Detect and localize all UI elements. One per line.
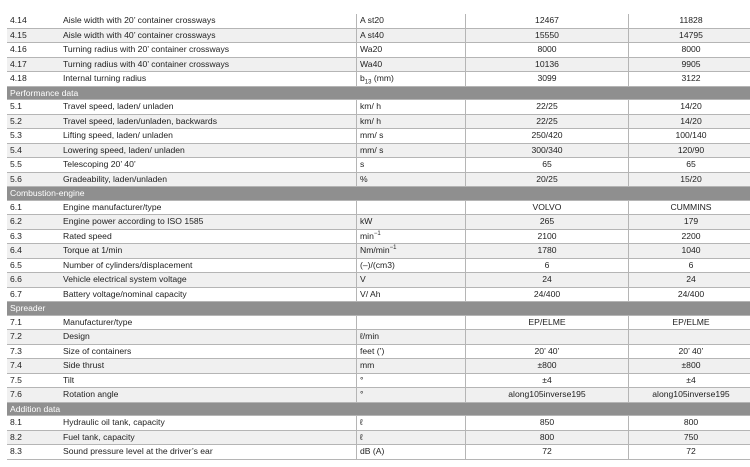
table-row xyxy=(7,258,750,273)
row-unit xyxy=(357,72,466,87)
row-number: 8.2 xyxy=(7,430,60,445)
row-number: 7.1 xyxy=(7,315,60,330)
row-number: 5.5 xyxy=(7,158,60,173)
row-value-model-2: 14/20 xyxy=(629,100,750,115)
row-value-model-2: 24/400 xyxy=(629,287,750,302)
row-number: 5.1 xyxy=(7,100,60,115)
row-value-model-1: 1780 xyxy=(466,244,629,259)
row-number: 6.2 xyxy=(7,215,60,230)
row-description: Rated speed xyxy=(60,229,357,244)
table-row xyxy=(7,43,750,58)
row-value-model-1: 300/340 xyxy=(466,143,629,158)
row-number: 6.6 xyxy=(7,273,60,288)
unit-main: b xyxy=(360,73,365,84)
table-row xyxy=(7,143,750,158)
row-unit xyxy=(357,315,466,330)
row-value-model-2: ±800 xyxy=(629,359,750,374)
table-row xyxy=(7,200,750,215)
row-description: Turning radius with 40’ container crossways xyxy=(60,57,357,72)
unit-main: Nm/min xyxy=(360,245,390,256)
unit-superscript: −1 xyxy=(389,245,397,252)
row-description: Gradeability, laden/unladen xyxy=(60,172,357,187)
row-unit: V/ Ah xyxy=(357,287,466,302)
row-description: Manufacturer/type xyxy=(60,315,357,330)
table-row xyxy=(7,388,750,403)
row-value-model-2: 14795 xyxy=(629,28,750,43)
table-row xyxy=(7,215,750,230)
row-description: Design xyxy=(60,330,357,345)
table-row xyxy=(7,72,750,87)
row-value-model-2: 120/90 xyxy=(629,143,750,158)
row-number: 6.1 xyxy=(7,200,60,215)
row-value-model-2: 65 xyxy=(629,158,750,173)
row-number: 4.14 xyxy=(7,14,60,28)
row-value-model-1: 250/420 xyxy=(466,129,629,144)
row-unit xyxy=(357,200,466,215)
row-number: 6.5 xyxy=(7,258,60,273)
row-value-model-2: ±4 xyxy=(629,373,750,388)
row-value-model-2: 800 xyxy=(629,416,750,431)
row-unit: % xyxy=(357,172,466,187)
table-row xyxy=(7,359,750,374)
row-value-model-2 xyxy=(629,330,750,345)
row-number: 7.2 xyxy=(7,330,60,345)
row-unit: km/ h xyxy=(357,100,466,115)
table-row xyxy=(7,114,750,129)
row-description: Travel speed, laden/ unladen xyxy=(60,100,357,115)
row-description: Telescoping 20’ 40’ xyxy=(60,158,357,173)
row-number: 5.4 xyxy=(7,143,60,158)
row-value-model-1 xyxy=(466,330,629,345)
row-value-model-2: along105inverse195 xyxy=(629,388,750,403)
table-row xyxy=(7,100,750,115)
row-value-model-1: 2100 xyxy=(466,229,629,244)
section-title: Addition data xyxy=(7,402,750,416)
row-value-model-1: VOLVO xyxy=(466,200,629,215)
row-unit: ° xyxy=(357,373,466,388)
row-value-model-1: 22/25 xyxy=(466,100,629,115)
row-number: 7.6 xyxy=(7,388,60,403)
row-value-model-1: ±4 xyxy=(466,373,629,388)
row-unit: km/ h xyxy=(357,114,466,129)
section-title: Spreader xyxy=(7,302,750,316)
row-value-model-1: 20’ 40’ xyxy=(466,344,629,359)
row-number: 6.7 xyxy=(7,287,60,302)
row-value-model-2: 9905 xyxy=(629,57,750,72)
row-value-model-2: 6 xyxy=(629,258,750,273)
row-number: 5.6 xyxy=(7,172,60,187)
section-header xyxy=(7,302,750,316)
row-value-model-2: 24 xyxy=(629,273,750,288)
row-value-model-1: 6 xyxy=(466,258,629,273)
table-row xyxy=(7,315,750,330)
row-unit: dB (A) xyxy=(357,445,466,460)
row-unit: mm xyxy=(357,359,466,374)
row-description: Size of containers xyxy=(60,344,357,359)
row-value-model-2: CUMMINS xyxy=(629,200,750,215)
row-value-model-1: 8000 xyxy=(466,43,629,58)
row-value-model-1: 15550 xyxy=(466,28,629,43)
table-row xyxy=(7,244,750,259)
row-value-model-1: 20/25 xyxy=(466,172,629,187)
section-header xyxy=(7,86,750,100)
row-value-model-1: 10136 xyxy=(466,57,629,72)
row-value-model-1: 265 xyxy=(466,215,629,230)
row-value-model-2: 179 xyxy=(629,215,750,230)
unit-suffix: (mm) xyxy=(371,73,394,84)
row-number: 6.3 xyxy=(7,229,60,244)
row-value-model-2: 15/20 xyxy=(629,172,750,187)
row-value-model-1: 65 xyxy=(466,158,629,173)
table-row xyxy=(7,158,750,173)
spec-table xyxy=(7,14,750,460)
spec-table-body xyxy=(7,14,750,459)
section-header xyxy=(7,402,750,416)
row-value-model-1: EP/ELME xyxy=(466,315,629,330)
table-row xyxy=(7,57,750,72)
row-number: 7.3 xyxy=(7,344,60,359)
row-value-model-2: 2200 xyxy=(629,229,750,244)
row-unit: Wa20 xyxy=(357,43,466,58)
row-unit: (–)/(cm3) xyxy=(357,258,466,273)
row-unit: ° xyxy=(357,388,466,403)
row-number: 4.15 xyxy=(7,28,60,43)
row-unit: feet (’) xyxy=(357,344,466,359)
table-row xyxy=(7,445,750,460)
row-description: Lifting speed, laden/ unladen xyxy=(60,129,357,144)
row-number: 7.5 xyxy=(7,373,60,388)
row-value-model-1: 3099 xyxy=(466,72,629,87)
row-description: Number of cylinders/displacement xyxy=(60,258,357,273)
row-value-model-1: 800 xyxy=(466,430,629,445)
table-row xyxy=(7,344,750,359)
table-row xyxy=(7,229,750,244)
row-number: 4.17 xyxy=(7,57,60,72)
section-title: Performance data xyxy=(7,86,750,100)
row-unit: kW xyxy=(357,215,466,230)
row-value-model-2: 20’ 40’ xyxy=(629,344,750,359)
row-value-model-1: 850 xyxy=(466,416,629,431)
section-title: Combustion-engine xyxy=(7,187,750,201)
row-value-model-1: along105inverse195 xyxy=(466,388,629,403)
section-header xyxy=(7,187,750,201)
table-row xyxy=(7,287,750,302)
row-description: Aisle width with 20’ container crossways xyxy=(60,14,357,28)
table-row xyxy=(7,430,750,445)
row-description: Fuel tank, capacity xyxy=(60,430,357,445)
row-unit: ℓ/min xyxy=(357,330,466,345)
table-row xyxy=(7,172,750,187)
row-description: Torque at 1/min xyxy=(60,244,357,259)
row-value-model-2: 1040 xyxy=(629,244,750,259)
unit-main: min xyxy=(360,230,374,241)
row-unit: V xyxy=(357,273,466,288)
row-description: Battery voltage/nominal capacity xyxy=(60,287,357,302)
table-row xyxy=(7,129,750,144)
row-number: 4.18 xyxy=(7,72,60,87)
row-description: Sound pressure level at the driver’s ear xyxy=(60,445,357,460)
unit-subscript: 13 xyxy=(364,79,372,86)
row-number: 4.16 xyxy=(7,43,60,58)
row-description: Lowering speed, laden/ unladen xyxy=(60,143,357,158)
row-unit: A st40 xyxy=(357,28,466,43)
row-number: 6.4 xyxy=(7,244,60,259)
row-number: 7.4 xyxy=(7,359,60,374)
row-value-model-2: 11828 xyxy=(629,14,750,28)
row-number: 8.3 xyxy=(7,445,60,460)
row-value-model-1: 72 xyxy=(466,445,629,460)
row-unit: ℓ xyxy=(357,416,466,431)
row-description: Turning radius with 20’ container crossways xyxy=(60,43,357,58)
table-row xyxy=(7,330,750,345)
row-value-model-2: 72 xyxy=(629,445,750,460)
row-value-model-1: 12467 xyxy=(466,14,629,28)
row-description: Engine manufacturer/type xyxy=(60,200,357,215)
row-value-model-2: 750 xyxy=(629,430,750,445)
row-number: 8.1 xyxy=(7,416,60,431)
row-value-model-1: 24/400 xyxy=(466,287,629,302)
row-description: Internal turning radius xyxy=(60,72,357,87)
table-row xyxy=(7,416,750,431)
row-description: Aisle width with 40’ container crossways xyxy=(60,28,357,43)
row-unit: mm/ s xyxy=(357,129,466,144)
row-value-model-2: EP/ELME xyxy=(629,315,750,330)
row-value-model-1: 22/25 xyxy=(466,114,629,129)
row-description: Rotation angle xyxy=(60,388,357,403)
row-description: Hydraulic oil tank, capacity xyxy=(60,416,357,431)
unit-superscript: −1 xyxy=(373,230,381,237)
row-description: Tilt xyxy=(60,373,357,388)
row-value-model-1: ±800 xyxy=(466,359,629,374)
row-value-model-1: 24 xyxy=(466,273,629,288)
table-row xyxy=(7,273,750,288)
table-row xyxy=(7,14,750,28)
row-unit: s xyxy=(357,158,466,173)
row-number: 5.2 xyxy=(7,114,60,129)
row-unit xyxy=(357,229,466,244)
row-unit: A st20 xyxy=(357,14,466,28)
table-row xyxy=(7,373,750,388)
row-unit: Wa40 xyxy=(357,57,466,72)
row-description: Side thrust xyxy=(60,359,357,374)
row-value-model-2: 14/20 xyxy=(629,114,750,129)
row-unit: ℓ xyxy=(357,430,466,445)
row-value-model-2: 8000 xyxy=(629,43,750,58)
table-row xyxy=(7,28,750,43)
row-unit xyxy=(357,244,466,259)
row-description: Vehicle electrical system voltage xyxy=(60,273,357,288)
row-number: 5.3 xyxy=(7,129,60,144)
row-description: Travel speed, laden/unladen, backwards xyxy=(60,114,357,129)
row-description: Engine power according to ISO 1585 xyxy=(60,215,357,230)
row-value-model-2: 100/140 xyxy=(629,129,750,144)
row-unit: mm/ s xyxy=(357,143,466,158)
row-value-model-2: 3122 xyxy=(629,72,750,87)
